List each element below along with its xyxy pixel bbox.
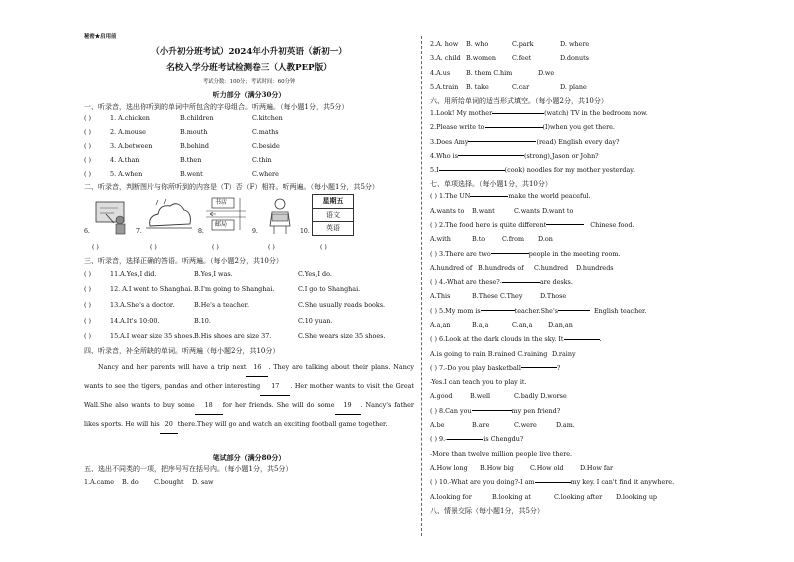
question-text: ( ) 5.My mom is: [430, 306, 481, 315]
answer-blank[interactable]: [521, 367, 557, 368]
option-a: 2. A.mouse: [110, 128, 146, 137]
listening-part-title: 听力部分（满分30分）: [212, 89, 286, 99]
written-part-title: 笔试部分（满分80分）: [212, 452, 286, 462]
left-column: [84, 34, 414, 490]
option-c: C.She usually reads books.: [298, 300, 386, 309]
answer-bracket[interactable]: ( ): [84, 141, 92, 150]
option-a: 13.A.She's a doctor.: [110, 300, 175, 309]
mc-options: [430, 261, 730, 275]
fill-text: (strong),Jason or John?: [523, 151, 599, 160]
answer-blank[interactable]: [564, 339, 600, 340]
question-row: [430, 51, 730, 65]
answer-blank[interactable]: [546, 224, 584, 225]
right-column: [430, 37, 730, 515]
option-b[interactable]: B.looking at: [492, 492, 531, 501]
option-d[interactable]: D.am.: [556, 421, 575, 430]
option-a: 4. A.than: [110, 155, 140, 164]
question-text: Chinese food.: [590, 220, 635, 229]
option-b: B.I'm going to Shanghai.: [194, 285, 275, 294]
option-a[interactable]: A.good: [430, 392, 453, 401]
question-text: my key. I can't find it anywhere.: [570, 478, 675, 487]
fill-row: [430, 106, 730, 120]
option-b: B. take: [466, 83, 489, 92]
section-3-list: [84, 266, 414, 344]
option-a: 2.A. how: [430, 40, 459, 49]
section-3-title: 三、听录音，选择正确的答语。听两遍。（每小题2分，共10分）: [84, 257, 283, 266]
option-b[interactable]: B.well: [470, 392, 491, 401]
option-c[interactable]: C.looking after: [554, 492, 603, 501]
question-row: [84, 282, 414, 298]
option-d: D.we: [538, 68, 555, 77]
option-b: B.behind: [180, 141, 209, 150]
option-a: 3.A. child: [430, 54, 461, 63]
mc-options: [430, 389, 730, 403]
fill-text: 4.Who is: [430, 151, 458, 160]
option-a: 4.A.us: [430, 68, 451, 77]
question-text: is Chengdu?: [483, 435, 524, 444]
mc-question: [430, 304, 730, 318]
fill-text: 3.Does Amy: [430, 137, 469, 146]
fill-blank[interactable]: [492, 113, 544, 114]
section-2-title: 二、听录音，判断图片与你所听到的内容是（T）否（F）相符。听两遍。（每小题1分，共5分）: [84, 183, 379, 192]
option-b: B.mouth: [180, 128, 208, 137]
option-cd[interactable]: C.badly D.worse: [514, 392, 567, 401]
option-b: B.women: [466, 54, 497, 63]
question-text: .: [599, 335, 602, 344]
option-bc[interactable]: B.These C.They: [472, 292, 523, 301]
option-a: 1.A.came: [84, 478, 114, 487]
answer-bracket[interactable]: ( ): [84, 332, 92, 341]
question-text: ( ) 6.Look at the dark clouds in the sky. It: [430, 335, 564, 344]
fill-text: (I)when you get there.: [542, 123, 615, 132]
option-a[interactable]: A.hundred of: [430, 263, 473, 272]
cloze-text: . Her mother wants to visit the Great Wall.She also wants to buy some: [84, 381, 414, 409]
option-d: D.donuts: [560, 54, 589, 63]
option-d: D. saw: [192, 478, 214, 487]
answer-bracket[interactable]: ( ): [320, 244, 327, 252]
option-d[interactable]: D.Those: [540, 292, 567, 301]
fill-blank[interactable]: [485, 127, 543, 128]
street-map-picture: [206, 196, 246, 234]
option-a[interactable]: A.wants to: [430, 206, 465, 215]
pic-number: 9.: [252, 228, 258, 236]
option-d[interactable]: D.hundreds: [576, 263, 614, 272]
mc-options: [430, 289, 730, 303]
secret-label: 秘密★启用前: [84, 34, 117, 40]
option-b: B.children: [180, 114, 214, 123]
question-row: [84, 313, 414, 329]
blank-16[interactable]: 16: [246, 358, 268, 377]
answer-bracket[interactable]: ( ): [84, 285, 92, 294]
fill-text: (watch) TV in the bedroom now.: [544, 109, 648, 118]
cloze-text: Nancy and her parents will have a trip next: [98, 362, 247, 371]
option-b[interactable]: B.want: [472, 206, 495, 215]
option-c: C.10 yuan.: [298, 316, 333, 325]
fill-blank[interactable]: [468, 141, 536, 142]
option-b: B. do: [122, 478, 139, 487]
option-b[interactable]: B.a,a: [472, 320, 489, 329]
answer-bracket[interactable]: ( ): [268, 244, 275, 252]
question-text: ( ) 4.-What are these?-: [430, 278, 502, 287]
question-text: ( ) 3.There are two: [430, 249, 491, 258]
timetable-card: [312, 194, 354, 236]
pic-number: 8.: [198, 228, 204, 236]
question-text: ( ) 8.Can you: [430, 406, 472, 415]
mc-options: [430, 203, 730, 217]
cloze-text: . Nancy's father likes sports. He will his: [84, 400, 414, 428]
question-row: [84, 266, 414, 282]
fill-blank[interactable]: [439, 170, 505, 171]
mc-options: [430, 418, 730, 432]
option-c[interactable]: C.an,a: [512, 320, 533, 329]
timetable-subject-1: 语文: [313, 209, 353, 223]
option-a[interactable]: A.How long: [430, 463, 468, 472]
question-text: people in the meeting room.: [528, 249, 621, 258]
mc-options: [430, 461, 730, 475]
fill-blank[interactable]: [458, 155, 524, 156]
mc-options: [430, 489, 730, 503]
question-row: [84, 474, 414, 490]
option-c: C.beside: [252, 141, 280, 150]
option-b: B.then: [180, 155, 202, 164]
picture-row: [84, 192, 414, 254]
fill-text: (cook) noodles for my mother yesterday.: [504, 166, 636, 175]
mc-question: [430, 246, 730, 260]
answer-blank[interactable]: [491, 253, 529, 254]
option-b[interactable]: B.are: [472, 421, 490, 430]
answer-blank[interactable]: [472, 410, 512, 411]
question-text: English teacher.: [594, 306, 647, 315]
option-b: B.His shoes are size 37.: [194, 332, 272, 341]
answer-bracket[interactable]: ( ): [150, 244, 157, 252]
option-cd[interactable]: C.wants D.want to: [514, 206, 574, 215]
blank-18[interactable]: 18: [195, 396, 223, 415]
answer-bracket[interactable]: ( ): [84, 316, 92, 325]
question-row: [430, 37, 730, 51]
mc-question: [430, 475, 730, 489]
answer-bracket[interactable]: ( ): [84, 114, 92, 123]
question-row: [84, 125, 414, 139]
question-text: ( ) 10.-What are you doing?-I am: [430, 478, 535, 487]
fill-row: [430, 135, 730, 149]
option-c: C.I go to Shanghai.: [298, 285, 361, 294]
mc-question: [430, 404, 730, 418]
option-b: B.10.: [194, 316, 211, 325]
answer-blank[interactable]: [558, 310, 590, 311]
blank-17[interactable]: 17: [260, 377, 290, 396]
option-c: C.kitchen: [252, 114, 283, 123]
option-a: 5.A.train: [430, 83, 459, 92]
option-b[interactable]: B.to: [472, 235, 486, 244]
option-c[interactable]: C.from: [502, 235, 525, 244]
answer-blank[interactable]: [447, 439, 483, 440]
option-a[interactable]: A.a,an: [430, 320, 451, 329]
question-text: ( ) 9.-: [430, 435, 448, 444]
cloze-text: there.They will go and watch an exciting football game together.: [177, 419, 388, 428]
question-text: teacher.She's: [514, 306, 558, 315]
bookshop-sign: 书店: [215, 199, 228, 207]
option-d: D. where: [560, 40, 590, 49]
question-text: ( ) 1.The UN: [430, 192, 471, 201]
section-5-title: 五、选出不同类的一项，把序号写在括号内。（每小题1分，共5分）: [84, 465, 293, 474]
option-a[interactable]: A.This: [430, 292, 451, 301]
pic-number: 7.: [136, 228, 142, 236]
question-text: are desks.: [539, 278, 573, 287]
question-row: [84, 139, 414, 153]
option-d: D. plane: [560, 83, 587, 92]
option-b: B. who: [466, 40, 489, 49]
fill-row: [430, 120, 730, 134]
option-d[interactable]: D.How far: [580, 463, 614, 472]
mc-question: [430, 332, 730, 346]
option-a[interactable]: A.looking for: [430, 492, 472, 501]
question-row: [84, 111, 414, 125]
timetable-day: 星期五: [313, 195, 353, 209]
question-text: ?: [556, 363, 561, 372]
dialog-line: -Yes.I can teach you to play it.: [430, 378, 527, 387]
question-row: [84, 153, 414, 167]
answer-bracket[interactable]: ( ): [92, 244, 99, 252]
option-d[interactable]: D.rainy: [552, 349, 576, 358]
question-text: ( ) 7.-Do you play basketball: [430, 363, 521, 372]
option-a: 11.A.Yes,I did.: [110, 269, 157, 278]
answer-bracket[interactable]: ( ): [84, 155, 92, 164]
fill-text: 1.Look! My mother: [430, 109, 493, 118]
column-divider: [421, 36, 422, 536]
section-1-title: 一、听录音，选出你听到的单词中所包含的字母组合。听两遍。（每小题1分，共5分）: [84, 102, 349, 111]
mc-question: [430, 218, 730, 232]
option-c: C.where: [252, 169, 279, 178]
fill-text: (read) English every day?: [536, 137, 620, 146]
question-row: [84, 328, 414, 344]
blank-20[interactable]: 20: [160, 415, 178, 434]
pic-number: 6.: [84, 228, 90, 236]
option-b: B. them C.him: [466, 68, 513, 77]
dialog-line: -More than twelve million people live there.: [430, 449, 573, 458]
question-text: my pen friend?: [511, 406, 561, 415]
exam-subtitle: 名校入学分班考试检测卷三（人教PEP版）: [166, 63, 332, 74]
fill-text: 5.I: [430, 166, 439, 175]
fill-row: [430, 163, 730, 177]
option-b: B.went: [180, 169, 203, 178]
exam-title: （小升初分班考试）2024年小升初英语（新初一）: [151, 46, 347, 57]
mc-options: [430, 318, 730, 332]
blank-19[interactable]: 19: [335, 396, 361, 415]
question-text: make the world peaceful.: [508, 192, 591, 201]
option-a: 5. A.when: [110, 169, 143, 178]
option-c: C.park: [512, 40, 534, 49]
option-b[interactable]: B.How big: [480, 463, 514, 472]
answer-bracket[interactable]: ( ): [84, 169, 92, 178]
exam-meta: 考试分数：100分；考试时间：60分钟: [202, 79, 296, 86]
option-a: 1. A.chicken: [110, 114, 150, 123]
mc-options: [430, 346, 730, 360]
pic-number: 10.: [300, 228, 310, 236]
mc-options: [430, 232, 730, 246]
cloze-text: for her friends. She will do some: [222, 400, 335, 409]
fill-text: 2.Please write to: [430, 123, 485, 132]
answer-bracket[interactable]: ( ): [84, 128, 92, 137]
section-6-title: 六、用所给单词的适当形式填空。（每小题2分，共10分）: [430, 97, 608, 106]
answer-blank[interactable]: [481, 310, 515, 311]
timetable-subject-2: 英语: [326, 224, 340, 233]
option-c[interactable]: C.hundred: [534, 263, 569, 272]
answer-blank[interactable]: [502, 282, 540, 283]
option-abc[interactable]: A.is going to rain B.rained C.raining: [430, 349, 548, 358]
post-office-sign: 邮局: [215, 221, 228, 229]
answer-bracket[interactable]: ( ): [212, 244, 219, 252]
option-a[interactable]: A.be: [430, 421, 445, 430]
section-4-title: 四、听录音，补全所缺的单词。听两遍（每小题2分，共10分）: [84, 346, 280, 355]
option-a: 15.A.I wear size 35 shoes.: [110, 332, 195, 341]
option-b: B.He's a teacher.: [194, 300, 250, 309]
option-b: B.Yes,I was.: [194, 269, 233, 278]
fill-row: [430, 149, 730, 163]
option-a: 3. A.between: [110, 141, 153, 150]
question-row: [430, 80, 730, 94]
section-8-title: 八、情景交际（每小题1分，共5分）: [430, 506, 544, 515]
section-1-list: [84, 111, 414, 180]
option-c[interactable]: C.How old: [530, 463, 564, 472]
option-c[interactable]: C.were: [514, 421, 537, 430]
option-b[interactable]: B.hundreds of: [478, 263, 524, 272]
teacher-board-picture: [94, 198, 130, 236]
option-c: C.maths: [252, 128, 279, 137]
question-row: [430, 66, 730, 80]
answer-blank[interactable]: [535, 482, 571, 483]
option-c: C.thin: [252, 155, 272, 164]
option-a: 14.A.It's 10:00.: [110, 316, 160, 325]
mc-question: [430, 189, 730, 203]
answer-bracket[interactable]: ( ): [84, 300, 92, 309]
option-c: C.car: [512, 83, 530, 92]
option-d[interactable]: D.an,an: [548, 320, 573, 329]
option-c: C.She wears size 35 shoes.: [298, 332, 386, 341]
mc-question: [430, 275, 730, 289]
mc-question: [430, 432, 730, 446]
cloze-text: . They are talking about their plans. Nancy wants to see the tigers, pandas and other interesting: [84, 362, 415, 390]
question-text: ( ) 2.The food here is quite different: [430, 220, 547, 229]
option-d[interactable]: D.looking up: [616, 492, 658, 501]
option-c: C.feet: [512, 54, 532, 63]
section-7-title: 七、单项选择。（每小题1分，共10分）: [430, 180, 552, 189]
option-c: C.Yes,I do.: [298, 269, 332, 278]
book-girl-picture: [262, 196, 298, 236]
question-row: [84, 297, 414, 313]
answer-bracket[interactable]: ( ): [84, 269, 92, 278]
mc-question: [430, 361, 730, 375]
option-a[interactable]: A.with: [430, 235, 451, 244]
rainy-cloud-picture: [144, 196, 194, 236]
cloze-paragraph: [84, 358, 414, 434]
answer-blank[interactable]: [470, 196, 508, 197]
option-c: C.bought: [154, 478, 184, 487]
option-a: 12. A.I went to Shanghai.: [110, 285, 193, 294]
question-row: [84, 167, 414, 181]
option-d[interactable]: D.on: [538, 235, 553, 244]
